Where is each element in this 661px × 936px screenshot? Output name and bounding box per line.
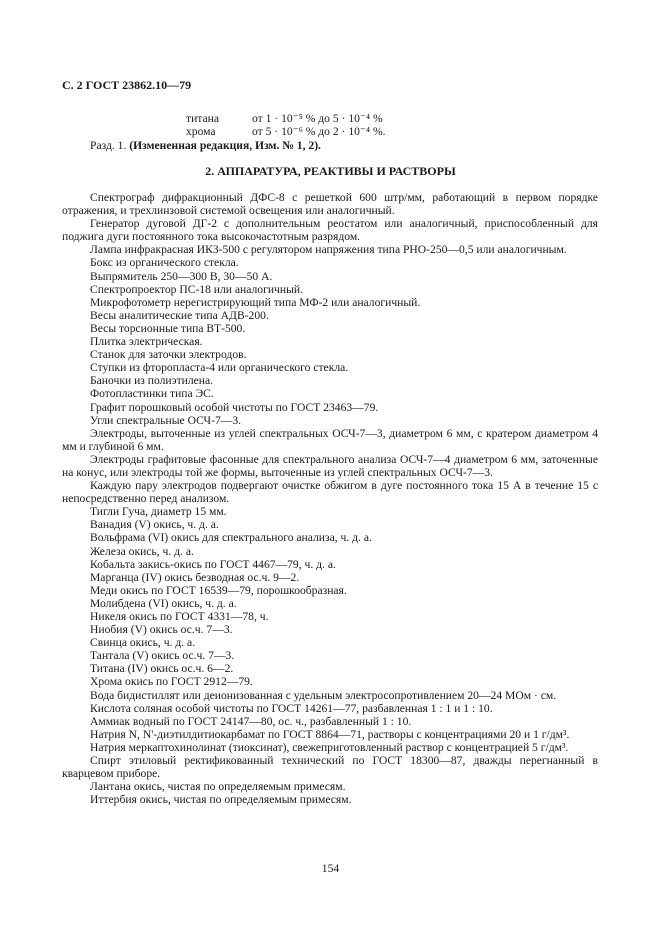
paragraph: Свинца окись, ч. д. а. [90,636,196,650]
paragraph: Каждую пару электродов подвергают очистке обжигом в дуге постоянного тока 15 А в течение 15 с непосредственно перед анализом. [62,479,598,506]
paragraph: Меди окись по ГОСТ 16539—79, порошкообразная. [90,583,347,597]
note-amendment: (Измененная редакция, Изм. № 1, 2). [129,139,321,152]
paragraph: Спирт этиловый ректификованный технический по ГОСТ 18300—87, дважды перегнанный в кварцевом приборе. [62,754,598,781]
paragraph: Ванадия (V) окись, ч. д. а. [90,518,219,532]
paragraph: Спектрограф дифракционный ДФС-8 с решеткой 600 штр/мм, работающий в первом порядке отражения, и трехлинзовой системой освещения или аналогичный. [62,191,598,218]
page-number: 154 [321,862,340,875]
paragraph: Электроды графитовые фасонные для спектрального анализа ОСЧ-7—4 диаметром 6 мм, заточенные на конус, или электроды той же формы, выточенные из углей спектральных ОСЧ-7—3. [62,452,598,479]
page-header: С. 2 ГОСТ 23862.10—79 [62,78,192,92]
paragraph: Выпрямитель 250—300 В, 30—50 А. [90,269,273,283]
amendment-note [90,139,321,152]
paragraph: Весы торсионные типа ВТ-500. [90,321,246,335]
paragraph: Станок для заточки электродов. [90,348,247,362]
element-name: хрома [186,125,216,138]
section-title: 2. АППАРАТУРА, РЕАКТИВЫ И РАСТВОРЫ [205,164,456,178]
paragraph: Марганца (IV) окись безводная ос.ч. 9—2. [90,570,300,584]
paragraph: Вольфрама (VI) окись для спектрального анализа, ч. д. а. [90,531,372,545]
paragraph: Титана (IV) окись ос.ч. 6—2. [90,662,234,676]
paragraph: Кислота соляная особой чистоты по ГОСТ 14261—77, разбавленная 1 : 1 и 1 : 10. [90,701,493,715]
paragraph: Спектропроектор ПС-18 или аналогичный. [90,282,303,296]
paragraph: Генератор дуговой ДГ-2 с дополнительным реостатом или аналогичный, приспособленный для поджига дуги постоянного тока высокочастотным разрядом. [62,217,598,244]
paragraph: Натрия N, N'-диэтилдитиокарбамат по ГОСТ 8864—71, растворы с концентрациями 20 и 1 г/дм³. [90,727,570,741]
percent-range-list [186,112,426,138]
paragraph: Аммиак водный по ГОСТ 24147—80, ос. ч., разбавленный 1 : 10. [90,714,412,728]
note-prefix: Разд. 1. [90,139,130,152]
paragraph: Угли спектральные ОСЧ-7—3. [90,413,242,427]
paragraph: Плитка электрическая. [90,335,203,349]
element-name: титана [186,112,219,125]
paragraph: Кобальта закись-окись по ГОСТ 4467—79, ч. д. а. [90,557,336,571]
paragraph: Иттербия окись, чистая по определяемым примесям. [90,793,352,807]
paragraph: Баночки из полиэтилена. [90,374,214,388]
paragraph: Молибдена (VI) окись, ч. д. а. [90,596,237,610]
paragraph: Лантана окись, чистая по определяемым примесям. [90,780,346,794]
paragraph: Бокс из органического стекла. [90,256,239,270]
paragraph: Ниобия (V) окись ос.ч. 7—3. [90,623,233,637]
concentration-range: от 5 · 10⁻⁶ % до 2 · 10⁻⁴ %. [252,125,386,138]
paragraph: Фотопластинки типа ЭС. [90,387,214,401]
paragraph: Хрома окись по ГОСТ 2912—79. [90,675,253,689]
paragraph: Тигли Гуча, диаметр 15 мм. [90,505,227,519]
paragraph: Никеля окись по ГОСТ 4331—78, ч. [90,610,269,623]
paragraph: Электроды, выточенные из углей спектральных ОСЧ-7—3, диаметром 6 мм, с кратером диаметром 4 мм и глубиной 6 мм. [62,426,598,453]
paragraph: Натрия меркаптохинолинат (тиоксинат), свежеприготовленный раствор с концентрацией 5 г/дм³. [90,740,569,754]
paragraph: Тантала (V) окись ос.ч. 7—3. [90,649,235,663]
percent-row [186,125,426,138]
paragraph: Ступки из фторопласта-4 или органического стекла. [90,361,349,375]
percent-row [186,112,426,125]
document-body [62,191,598,806]
paragraph: Лампа инфракрасная ИКЗ-500 с регулятором напряжения типа РНО-250—0,5 или аналогичным. [90,243,567,257]
paragraph: Железа окись, ч. д. а. [90,544,194,558]
paragraph: Графит порошковый особой чистоты по ГОСТ 23463—79. [90,400,379,414]
paragraph: Вода бидистиллят или деионизованная с удельным электросопротивлением 20—24 МОм · см. [90,688,557,702]
paragraph: Весы аналитические типа АДВ-200. [90,308,269,322]
concentration-range: от 1 · 10⁻⁵ % до 5 · 10⁻⁴ % [252,112,383,125]
paragraph: Микрофотометр нерегистрирующий типа МФ-2 или аналогичный. [90,295,421,309]
